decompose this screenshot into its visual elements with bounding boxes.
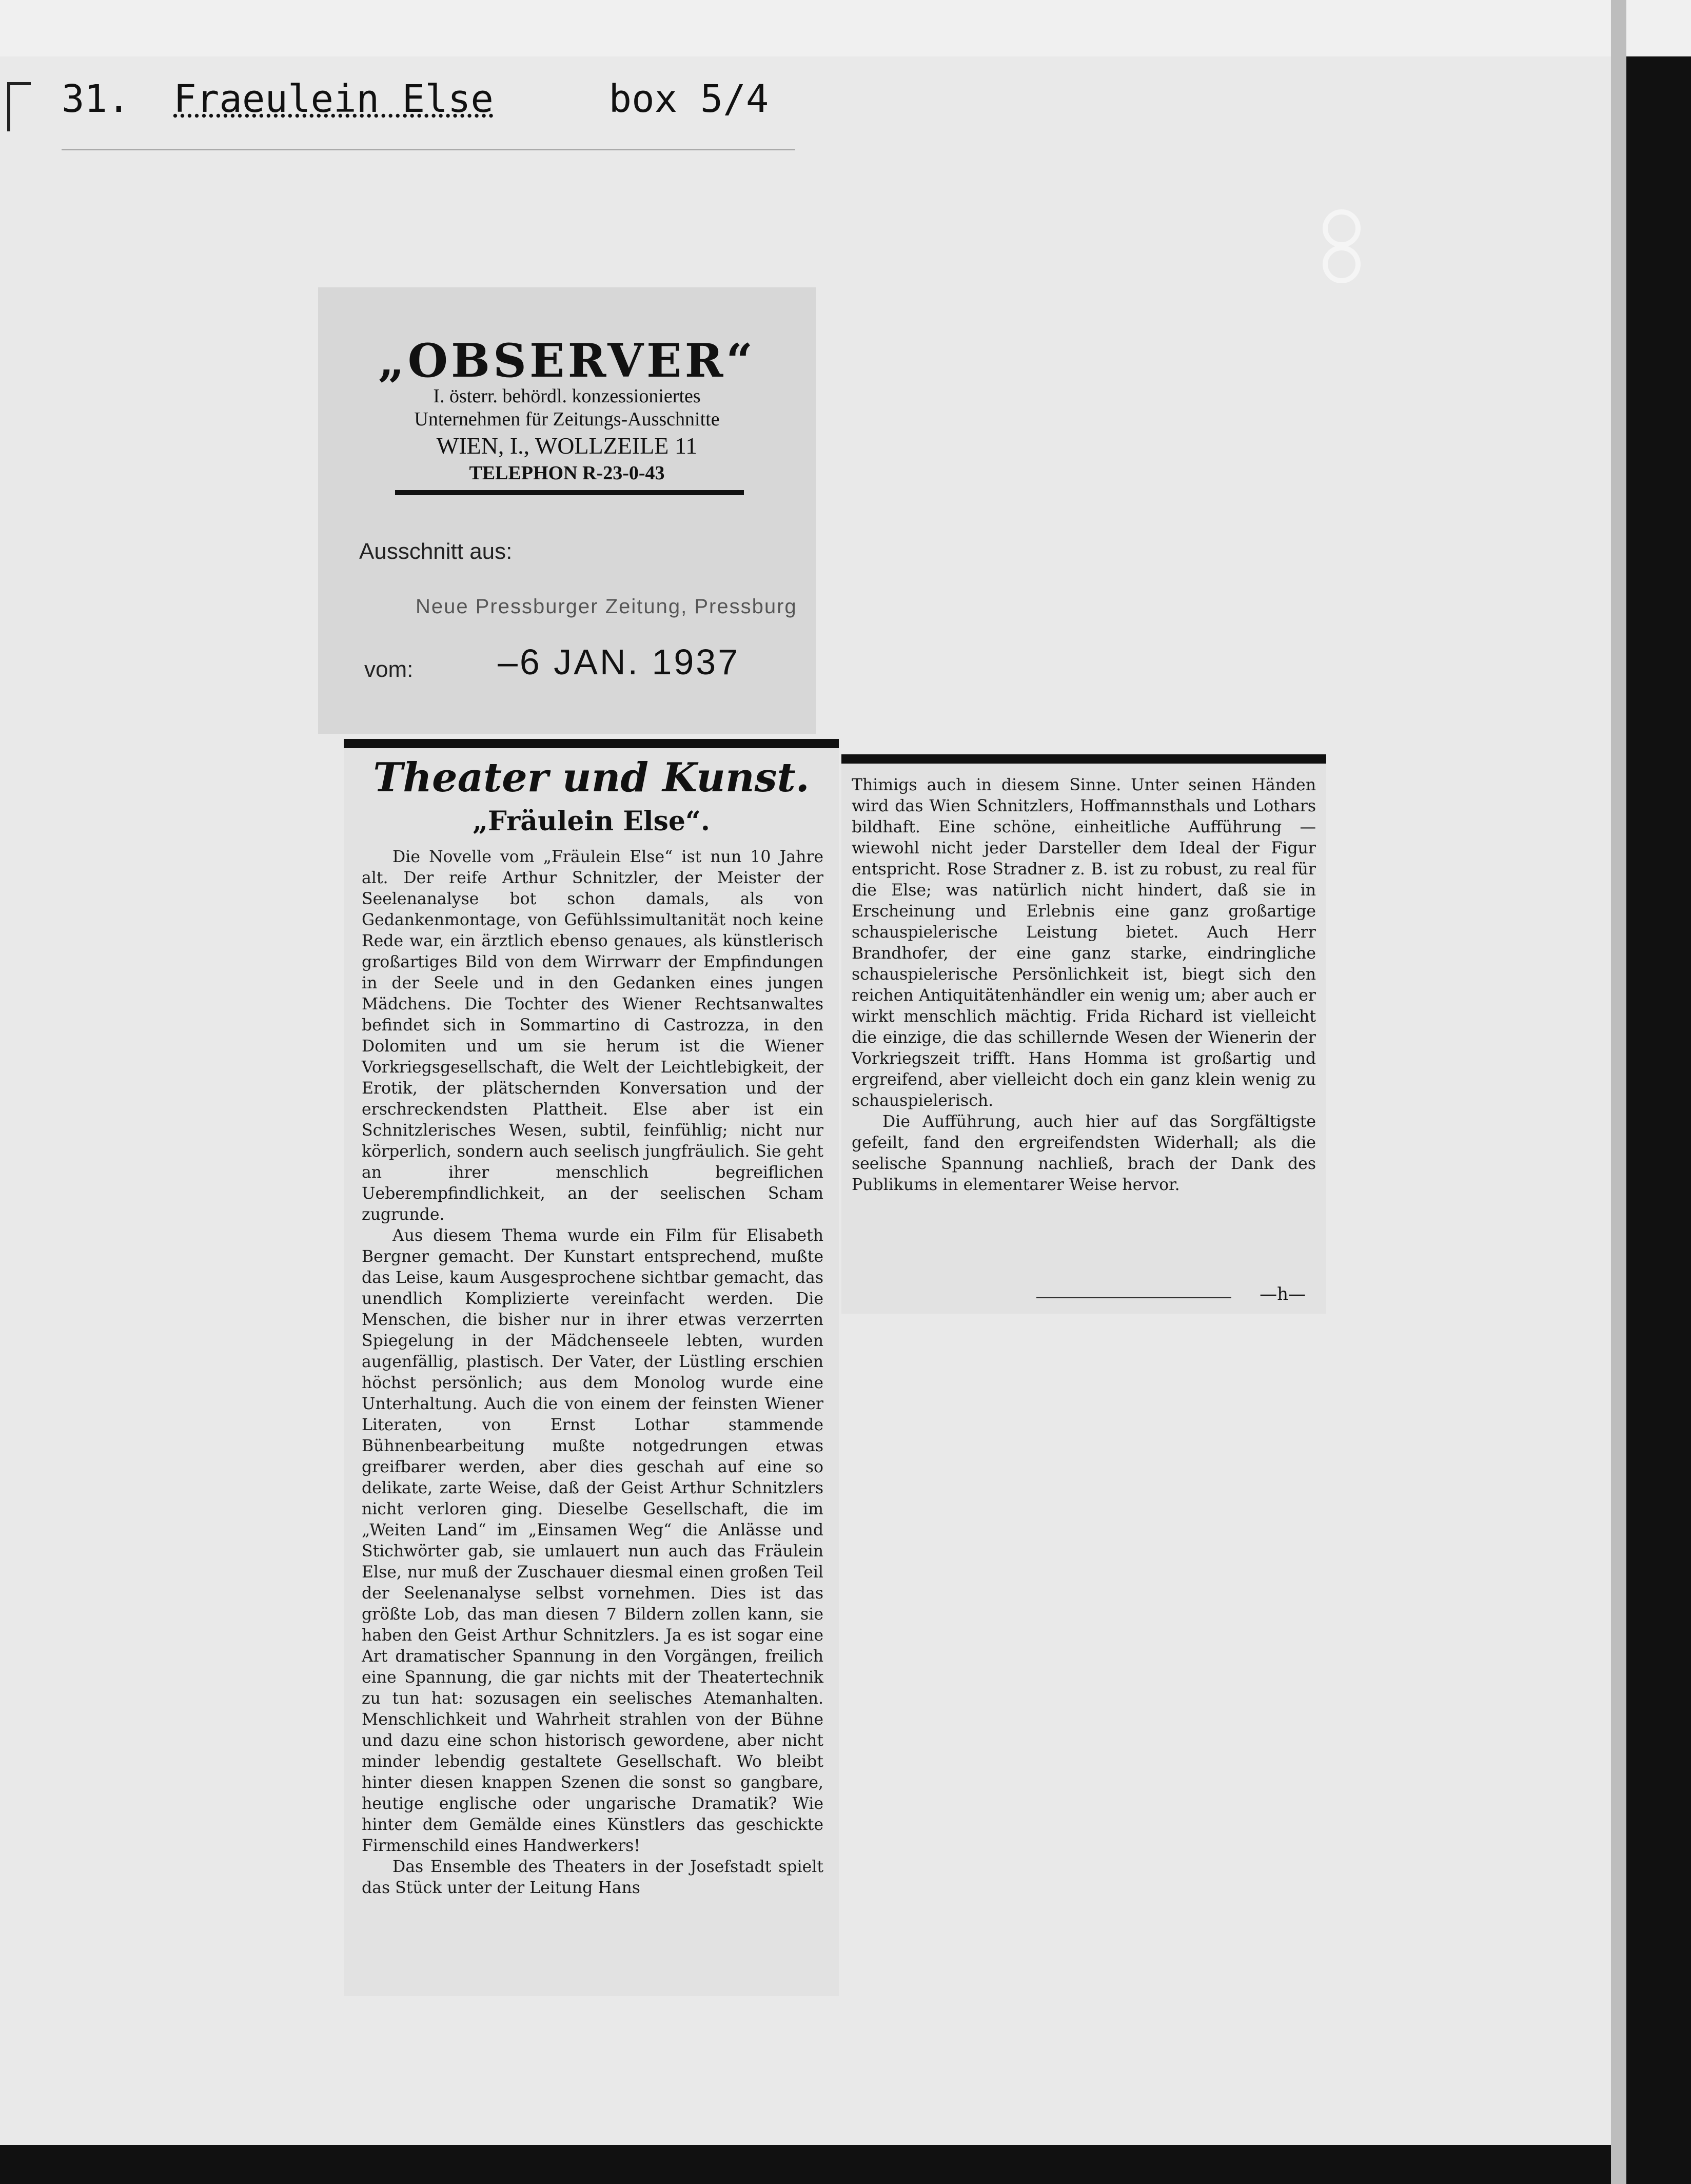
- section-title: Theater und Kunst.: [373, 754, 810, 801]
- article-column-1: [344, 739, 839, 1996]
- paragraph: Die Aufführung, auch hier auf das Sorgfältigste gefeilt, fand den ergreifendsten Widerhall; als die seelische Spannung nachließ, brach der Dank des Publikums in elementarer Weise hervor.: [852, 1113, 1316, 1194]
- signature-rule: [1036, 1297, 1231, 1298]
- article-body-1: [362, 847, 823, 1899]
- service-line-2: Unternehmen für Zeitungs-Ausschnitte: [414, 408, 720, 430]
- date-stamp: –6 JAN. 1937: [498, 642, 740, 682]
- header-rule: [62, 149, 795, 150]
- article-column-2: [841, 754, 1326, 1314]
- service-address: WIEN, I., WOLLZEILE 11: [436, 433, 698, 459]
- folder-title: Fraeulein Else: [173, 77, 494, 121]
- column-rule: [344, 739, 839, 748]
- clipping-service-header: [318, 287, 816, 734]
- corner-mark: [7, 82, 31, 131]
- service-name: „OBSERVER“: [378, 334, 756, 388]
- date-label: vom:: [364, 657, 414, 682]
- column-rule: [841, 754, 1326, 764]
- folder-number: 31.: [62, 77, 130, 121]
- service-telephone: TELEPHON R-23-0-43: [469, 462, 665, 484]
- top-strip: [0, 0, 1691, 56]
- article-title: „Fräulein Else“.: [472, 806, 711, 837]
- paper-clip-icon: [1319, 205, 1365, 292]
- source-stamp: Neue Pressburger Zeitung, Pressburg: [416, 595, 797, 618]
- service-rule: [395, 490, 744, 495]
- article-body-2: [852, 775, 1316, 1196]
- paragraph: Das Ensemble des Theaters in der Josefstadt spielt das Stück unter der Leitung Hans: [362, 1858, 823, 1897]
- paper-edge: [1611, 0, 1626, 2184]
- author-signature: —h—: [1260, 1284, 1306, 1304]
- paragraph: Thimigs auch in diesem Sinne. Unter seinen Händen wird das Wien Schnitzlers, Hoffmannsthals und Lothars bildhaft. Eine schöne, einheitliche Aufführung — wiewohl nicht jeder Darsteller dem Ideal der Figur entspricht. Rose Stradner z. B. ist zu robust, zu real für die Else; was natürlich nicht hindert, daß sie in Erscheinung und Erlebnis eine ganz großartige schauspielerische Leistung bietet. Auch Herr Brandhofer, der eine ganz starke, eindringliche schauspielerische Persönlichkeit ist, biegt sich den reichen Antiquitätenhändler ein wenig um; aber auch er wirkt menschlich mächtig. Frida Richard ist vielleicht die einzige, die das schillernde Wesen der Wienerin der Vorkriegszeit trifft. Hans Homma ist großartig und ergreifend, aber vielleicht doch ein ganz klein wenig zu schauspielerisch.: [852, 776, 1316, 1110]
- service-line-1: I. österr. behördl. konzessioniertes: [433, 385, 701, 407]
- box-label: box 5/4: [608, 77, 769, 121]
- paragraph: Aus diesem Thema wurde ein Film für Elisabeth Bergner gemacht. Der Kunstart entsprechend, mußte das Leise, kaum Ausgesprochene sichtbar gemacht, das unendlich Komplizierte vereinfacht werden. Die Menschen, die bisher nur in ihrer etwas verzerrten Spiegelung in der Mädchenseele lebten, wurden augenfällig, plastisch. Der Vater, der Lüstling erschien höchst persönlich; aus dem Monolog wurde eine Unterhaltung. Auch die von einem der feinsten Wiener Literaten, von Ernst Lothar stammende Bühnenbearbeitung mußte notgedrungen etwas greifbarer werden, aber dies geschah auf eine so delikate, zarte Weise, daß der Geist Arthur Schnitzlers nicht verloren ging. Dieselbe Gesellschaft, die im „Weiten Land“ im „Einsamen Weg“ die Anlässe und Stichwörter gab, sie umlauert nun auch das Fräulein Else, nur muß der Zuschauer diesmal einen großen Teil der Seelenanalyse selbst vornehmen. Dies ist das größte Lob, das man diesen 7 Bildern zollen kann, sie haben den Geist Arthur Schnitzlers. Ja es ist sogar eine Art dramatischer Spannung in den Vorgängen, freilich eine Spannung, die gar nichts mit der Theatertechnik zu tun hat: sozusagen ein seelisches Atemanhalten. Menschlichkeit und Wahrheit strahlen von der Bühne und dazu eine schon historisch gewordene, aber nicht minder lebendig gestaltete Gesellschaft. Wo bleibt hinter diesen knappen Szenen die sonst so gangbare, heutige englische oder ungarische Dramatik? Wie hinter dem Gemälde eines Künstlers das geschickte Firmenschild eines Handwerkers!: [362, 1226, 823, 1855]
- folder-header: [62, 77, 769, 121]
- paragraph: Die Novelle vom „Fräulein Else“ ist nun 10 Jahre alt. Der reife Arthur Schnitzler, der Meister der Seelenanalyse bot schon damals, als von Gedankenmontage, von Gefühlssimultanität noch keine Rede war, ein ärztlich ebenso genaues, als künstlerisch großartiges Bild von dem Wirrwarr der Empfindungen in der Seele und in den Gedanken eines jungen Mädchens. Die Tochter des Wiener Rechtsanwaltes befindet sich in Sommartino di Castrozza, in den Dolomiten und um sie herum ist die Wiener Vorkriegsgesellschaft, die Welt der Leichtlebigkeit, der Erotik, der plätschernden Konversation und der erschreckendsten Plattheit. Else aber ist ein Schnitzlerisches Wesen, subtil, feinfühlig; nicht nur körperlich, sondern auch seelisch jungfräulich. Sie geht an ihrer menschlich begreiflichen Ueberempfindlichkeit, an der seelischen Scham zugrunde.: [362, 848, 823, 1224]
- source-label: Ausschnitt aus:: [359, 539, 513, 564]
